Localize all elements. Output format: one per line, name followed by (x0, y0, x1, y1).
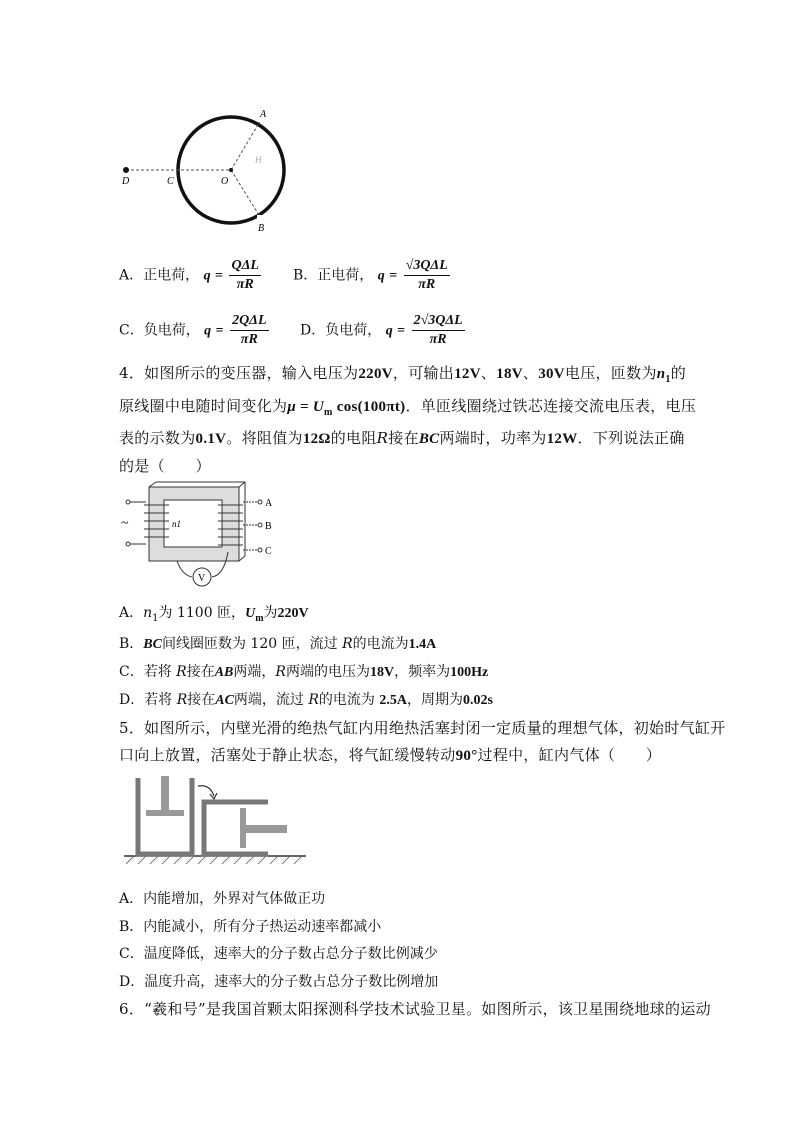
dashed-line-ob (231, 170, 262, 220)
label-n1: n1 (172, 519, 181, 529)
q4-line-3: 表的示数为0.1V。将阻值为12Ω的电阻R接在BC两端时，功率为12W．下列说法正确 (119, 429, 685, 447)
label-a: A (260, 109, 267, 120)
q5-option-d: D．温度升高，速率大的分子数占总分子数比例增加 (119, 974, 439, 990)
q3-option-d: D．负电荷， q = $\frac{\text{2√3QΔL}}{\pi R}$ (300, 313, 463, 347)
q5-option-c: C．温度降低，速率大的分子数占总分子数比例减少 (119, 946, 438, 962)
q5-line-2: 口向上放置，活塞处于静止状态，将气缸缓慢转动90°过程中，缸内气体（ ） (119, 746, 662, 764)
label-c: C (265, 546, 272, 557)
ac-source-symbol: ~ (121, 516, 129, 531)
q5-option-b: B．内能减小，所有分子热运动速率都减小 (119, 919, 382, 935)
q4-option-d: D．若将 R接在AC两端，流过 R的电流为 2.5A，周期为0.02s (119, 692, 493, 708)
label-o: O (221, 176, 229, 187)
q4-option-a: A．$n_1$为 1100 匝，$U_m$为220V (119, 605, 309, 624)
q4-line-1: 4．如图所示的变压器，输入电压为220V，可输出12V、18V、30V电压，匝数为$n_1$的 (119, 364, 687, 385)
fraction: $\frac{\text{2QΔL}}{\pi R}$ (232, 313, 267, 347)
label-b: B (265, 521, 272, 532)
point-d (123, 167, 129, 173)
q4-option-b: B．BC间线圈匝数为 120 匝，流过 R的电流为1.4A (119, 636, 437, 652)
q3-option-c: C．负电荷， q = $\frac{\text{2QΔL}}{\pi R}$ (119, 313, 267, 347)
q3-option-b: B．正电荷， q = $\frac{\text{√3QΔL}}{\pi R}$ (293, 258, 448, 292)
q5-line-1: 5．如图所示，内壁光滑的绝热气缸内用绝热活塞封闭一定质量的理想气体，初始时气缸开 (119, 719, 726, 737)
q5-option-a: A．内能增加，外界对气体做正功 (119, 891, 326, 907)
label-h: H (255, 155, 262, 165)
fraction: $\frac{\text{2√3QΔL}}{\pi R}$ (413, 313, 463, 347)
label-a: A (265, 498, 273, 509)
label-b: B (258, 223, 265, 234)
q4-option-c: C．若将 R接在AB两端，R两端的电压为18V，频率为100Hz (119, 664, 489, 680)
figure-transformer (112, 480, 282, 590)
q4-line-4: 的是（ ） (119, 457, 211, 475)
q4-line-2: 原线圈中电随时间变化为$\mu = U_m$ cos(100πt)．单匝线圈绕过铁芯连接交流电压表，电压 (119, 397, 697, 418)
figure-gas-cylinder (120, 770, 310, 870)
gap-b (257, 215, 265, 221)
q3-option-a: A．正电荷， q = $\frac{\text{QΔL}}{\pi R}$ (119, 258, 259, 292)
fraction: $\frac{\text{QΔL}}{\pi R}$ (231, 258, 259, 292)
figure-circle-charges (110, 95, 310, 240)
voltmeter-label: V (198, 573, 206, 584)
point-o (229, 168, 233, 172)
label-d: D (122, 176, 130, 187)
label-c: C (167, 176, 174, 187)
q6-line-1: 6．“羲和号”是我国首颗太阳探测科学技术试验卫星。如图所示，该卫星围绕地球的运动 (119, 1000, 711, 1018)
fraction: $\frac{\text{√3QΔL}}{\pi R}$ (405, 258, 448, 292)
